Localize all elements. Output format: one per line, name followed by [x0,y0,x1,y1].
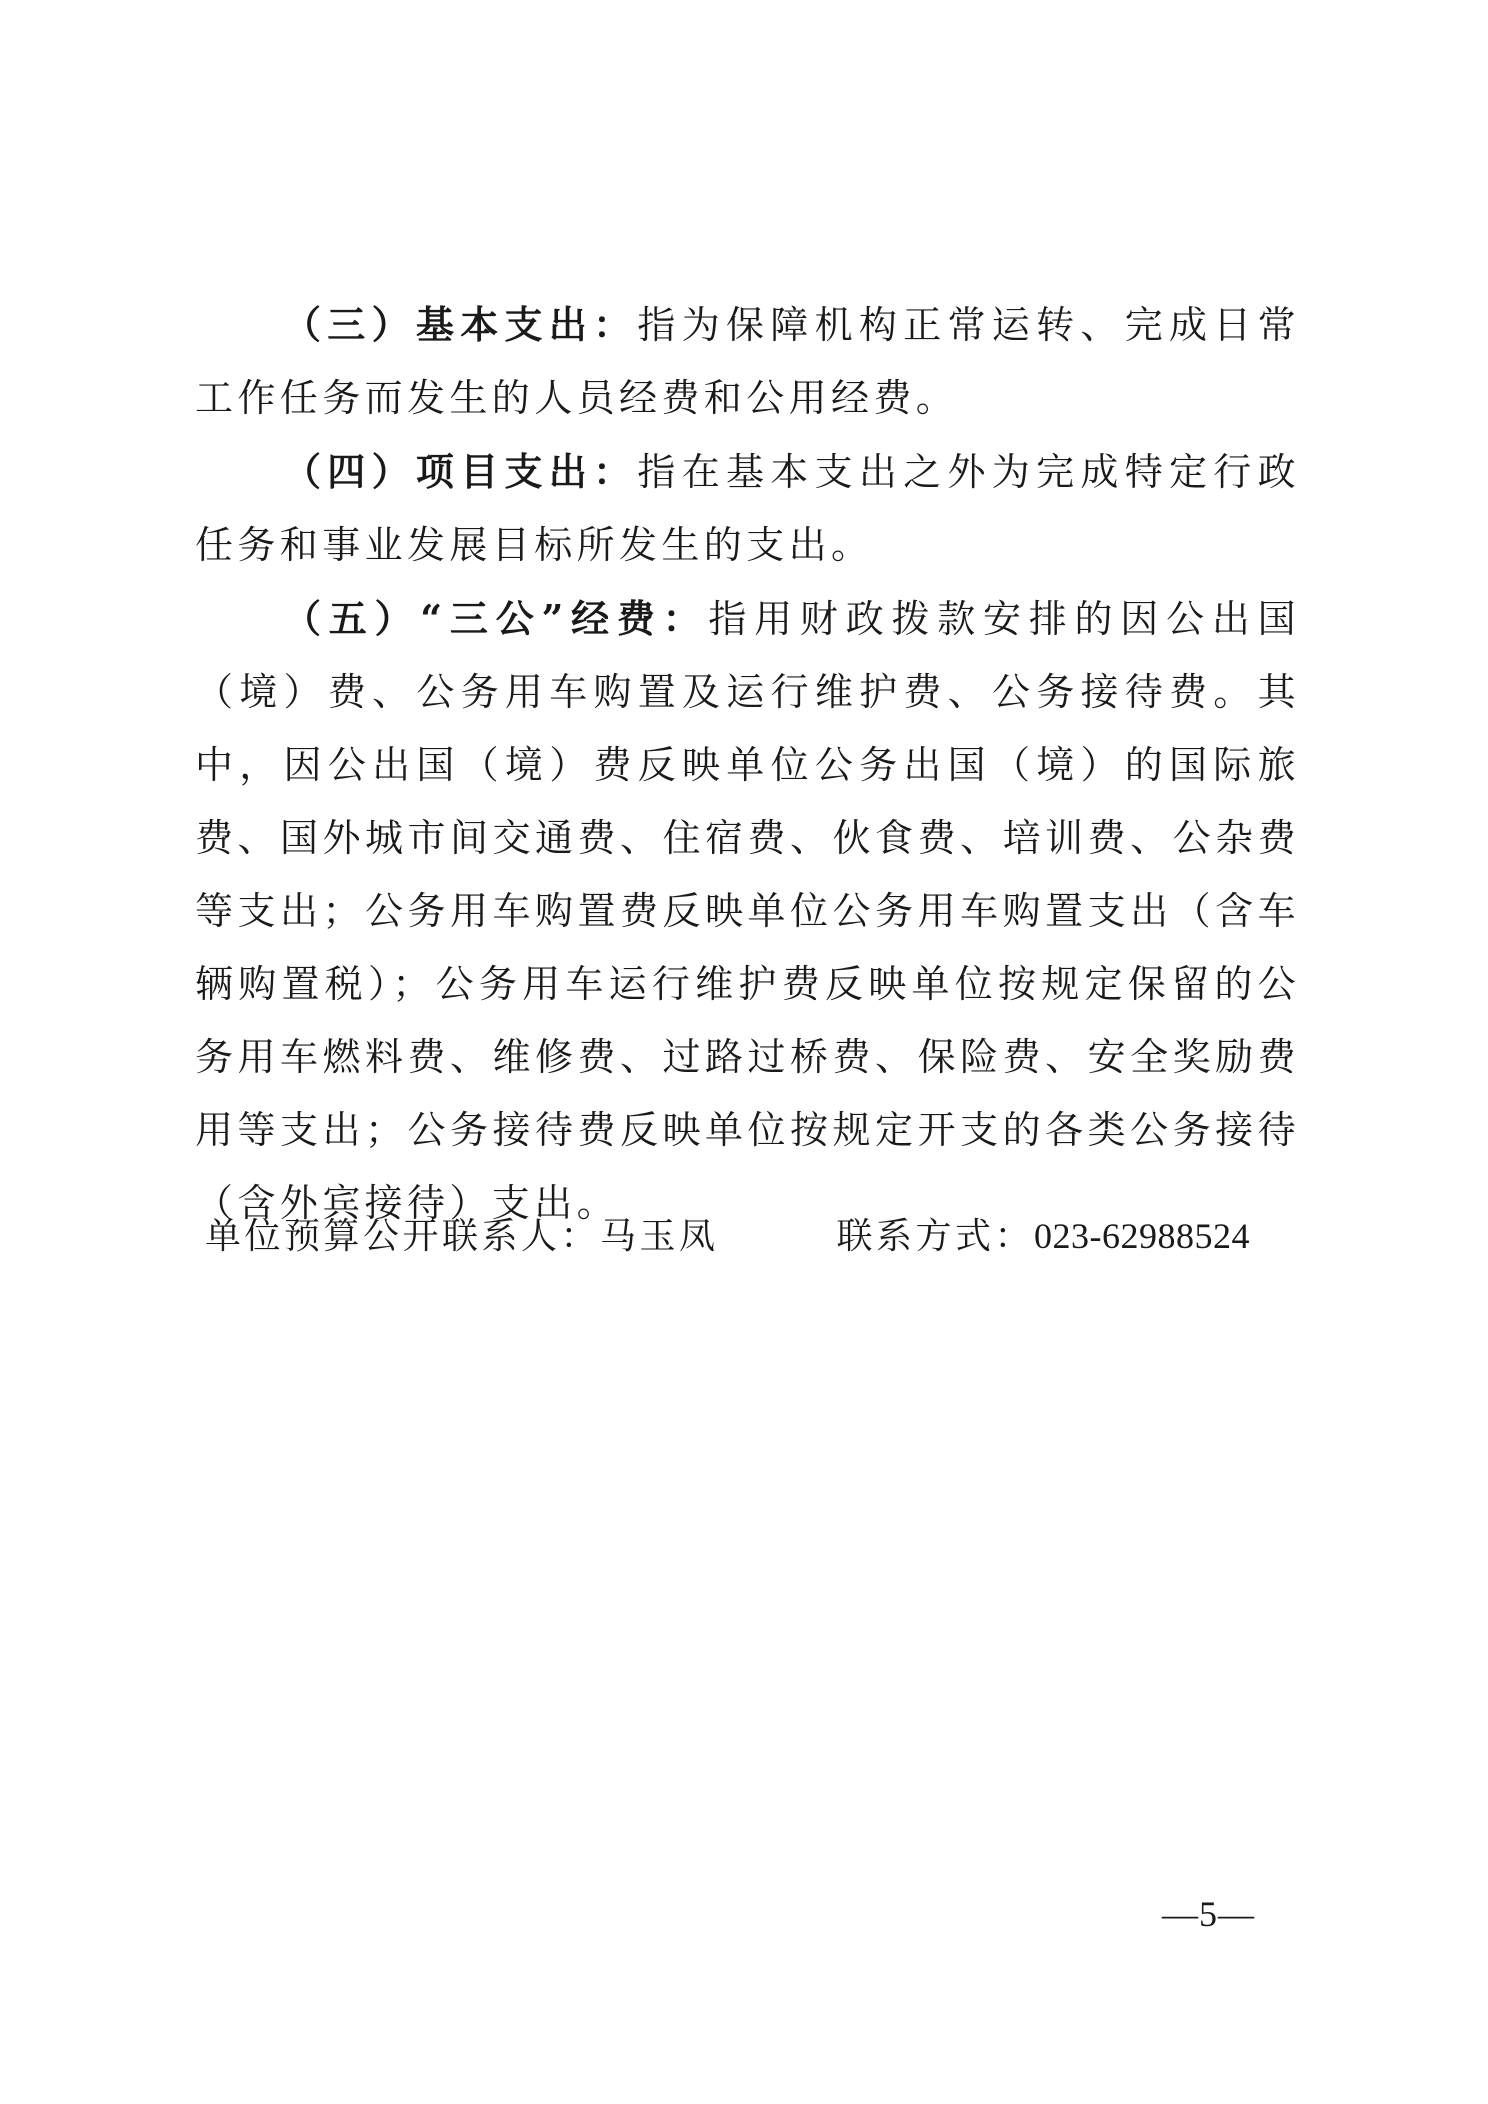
paragraph-heading: （四）项目支出： [283,449,638,494]
paragraph-heading: （三）基本支出： [283,302,638,347]
contact-person-value: 马玉凤 [600,1216,719,1257]
contact-person-label: 单位预算公开联系人： [205,1216,601,1257]
paragraph-project-expenditure [195,435,1300,582]
contact-phone-label: 联系方式： [836,1216,1035,1257]
document-body [195,288,1300,1240]
contact-line [205,1206,1305,1267]
paragraph-three-public-expenses [195,582,1300,1240]
paragraph-body: 指在基本支出之外为完成特定行政任务和事业发展目标所发生的支出。 [195,450,1300,567]
paragraph-heading: （五）“三公”经费： [283,596,709,641]
contact-phone-value: 023-62988524 [1034,1216,1251,1256]
paragraph-body: 指为保障机构正常运转、完成日常工作任务而发生的人员经费和公用经费。 [195,303,1300,420]
paragraph-basic-expenditure [195,288,1300,435]
page-number: —5— [1162,1894,1255,1934]
paragraph-body: 指用财政拨款安排的因公出国（境）费、公务用车购置及运行维护费、公务接待费。其中，因公出国（境）费反映单位公务出国（境）的国际旅费、国外城市间交通费、住宿费、伙食费、培训费、公杂费等支出；公务用车购置费反映单位公务用车购置支出（含车辆购置税）；公务用车运行维护费反映单位按规定保留的公务用车燃料费、维修费、过路过桥费、保险费、安全奖励费用等支出；公务接待费反映单位按规定开支的各类公务接待（含外宾接待）支出。 [195,597,1300,1225]
